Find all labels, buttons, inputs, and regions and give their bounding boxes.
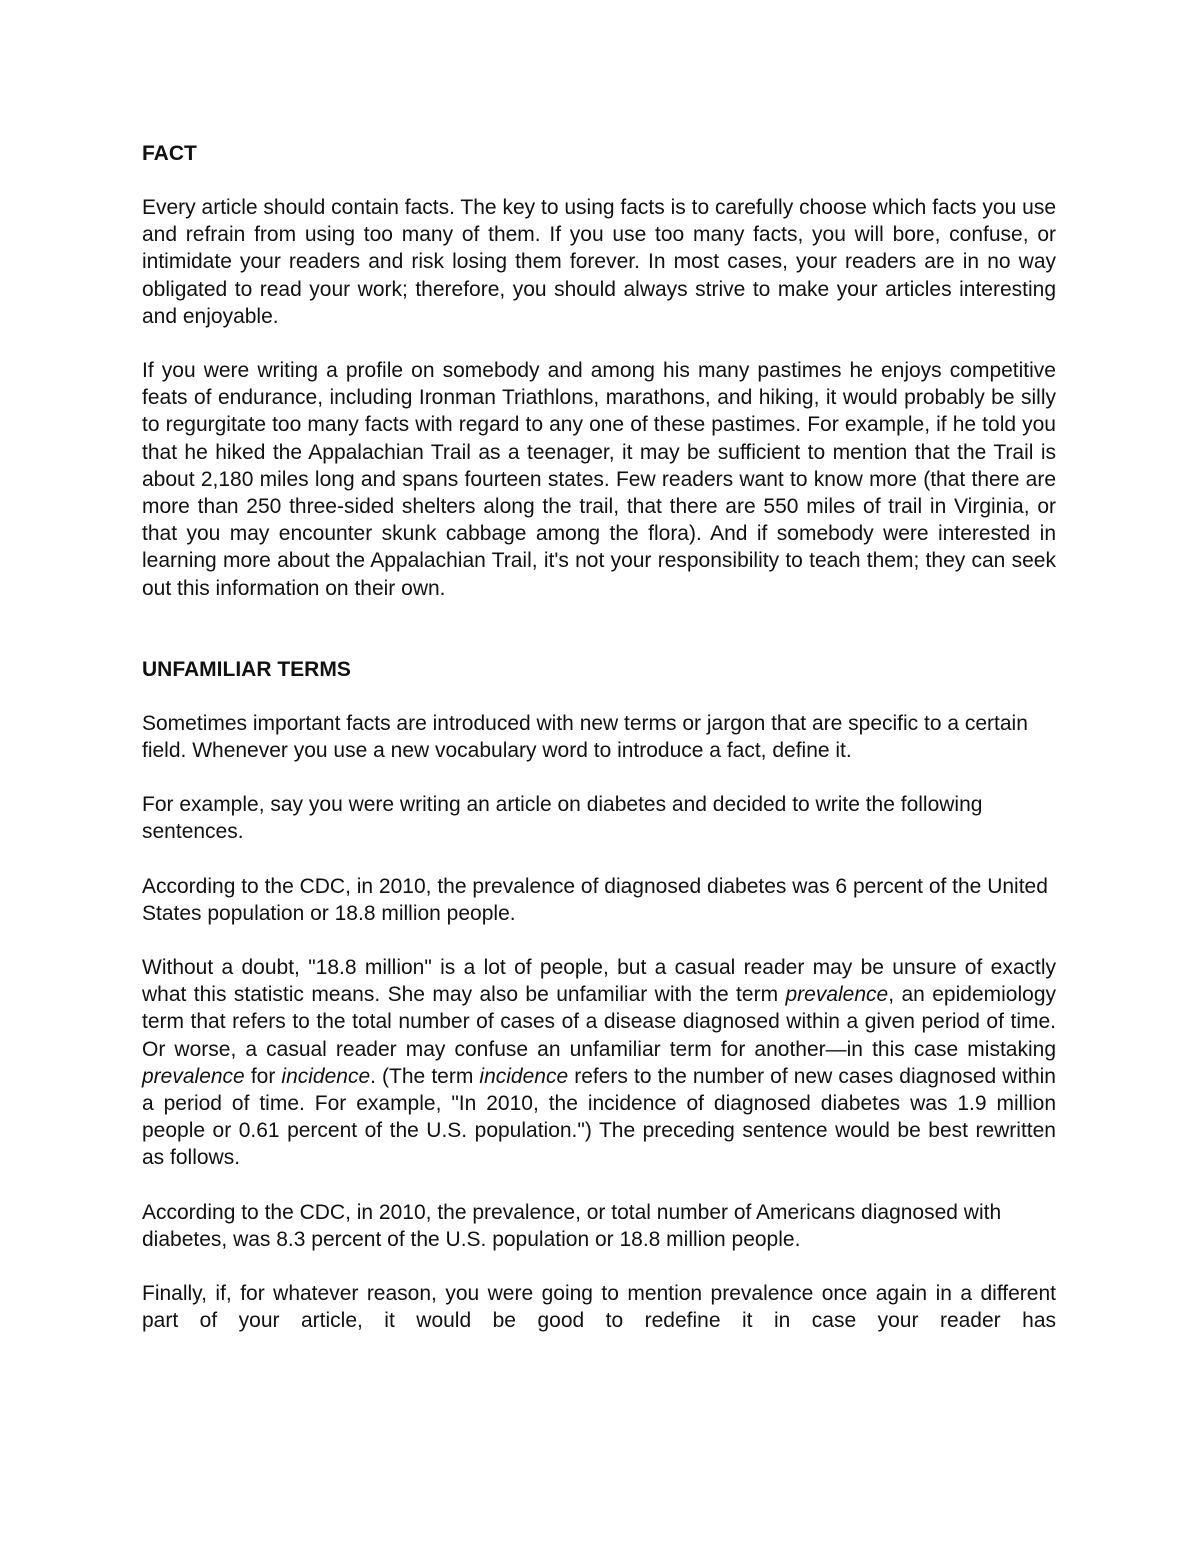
- term-prevalence: prevalence: [142, 1064, 245, 1088]
- term-prevalence: prevalence: [785, 983, 889, 1007]
- term-incidence: incidence: [281, 1064, 371, 1088]
- fact-paragraph-1: Every article should contain facts. The key to using facts is to carefully choose which facts you use and refrain from using too many of them. If you use too many facts, you will bore, confuse, or intimidate your readers and risk losing them forever. In most cases, your readers are in no way obligated to read your work; therefore, you should always strive to make your articles interesting and enjoyable.: [142, 196, 1056, 328]
- terms-example-sentence: According to the CDC, in 2010, the prevalence of diagnosed diabetes was 6 percent of the United States population or 18.8 million people.: [142, 874, 1048, 925]
- text-run: for: [244, 1064, 282, 1088]
- terms-rewritten-sentence: According to the CDC, in 2010, the prevalence, or total number of Americans diagnosed with diabetes, was 8.3 percent of the U.S. population or 18.8 million people.: [142, 1200, 1002, 1251]
- section-heading-fact: FACT: [142, 142, 197, 165]
- terms-paragraph-2: For example, say you were writing an article on diabetes and decided to write the following sentences.: [142, 793, 983, 844]
- terms-paragraph-final: Finally, if, for whatever reason, you were going to mention prevalence once again in a different part of your article, it would be good to redefine it in case your reader has: [142, 1282, 1056, 1333]
- text-run: Without a doubt, "18.8 million" is a lot of people, but a casual reader may be unsure of exactly what this statistic means. She may also be unfamiliar with the term: [142, 956, 1056, 1007]
- terms-paragraph-1: Sometimes important facts are introduced with new terms or jargon that are specific to a certain field. Whenever you use a new vocabulary word to introduce a fact, define it.: [142, 711, 1028, 763]
- term-incidence: incidence: [479, 1064, 569, 1088]
- text-run: , an epidemiology term that refers to the total number of cases of a disease diagnosed within a given period of time. Or worse, a casual reader may confuse an unfamiliar term for another—in this case mistaking: [142, 983, 1057, 1061]
- section-heading-unfamiliar-terms: UNFAMILIAR TERMS: [142, 657, 351, 681]
- terms-paragraph-explanation: [142, 954, 1056, 1172]
- text-run: . (The term: [370, 1064, 480, 1088]
- fact-paragraph-2: If you were writing a profile on somebody and among his many pastimes he enjoys competitive feats of endurance, including Ironman Triathlons, marathons, and hiking, it would probably be silly to regurgitate too many facts with regard to any one of these pastimes. For example, if he told you that he hiked the Appalachian Trail as a teenager, it may be sufficient to mention that the Trail is about 2,180 miles long and spans fourteen states. Few readers want to know more (that there are more than 250 three-sided shelters along the trail, that there are 550 miles of trail in Virginia, or that you may encounter skunk cabbage among the flora). And if somebody were interested in learning more about the Appalachian Trail, it's not your responsibility to teach them; they can seek out this information on their own.: [142, 359, 1056, 600]
- text-run: refers to the number of new cases diagnosed within a period of time. For example, "In 2010, the incidence of diagnosed diabetes was 1.9 million people or 0.61 percent of the U.S. population.") The preceding sentence would be best rewritten as follows.: [142, 1064, 1056, 1170]
- document-page: [142, 140, 1056, 1335]
